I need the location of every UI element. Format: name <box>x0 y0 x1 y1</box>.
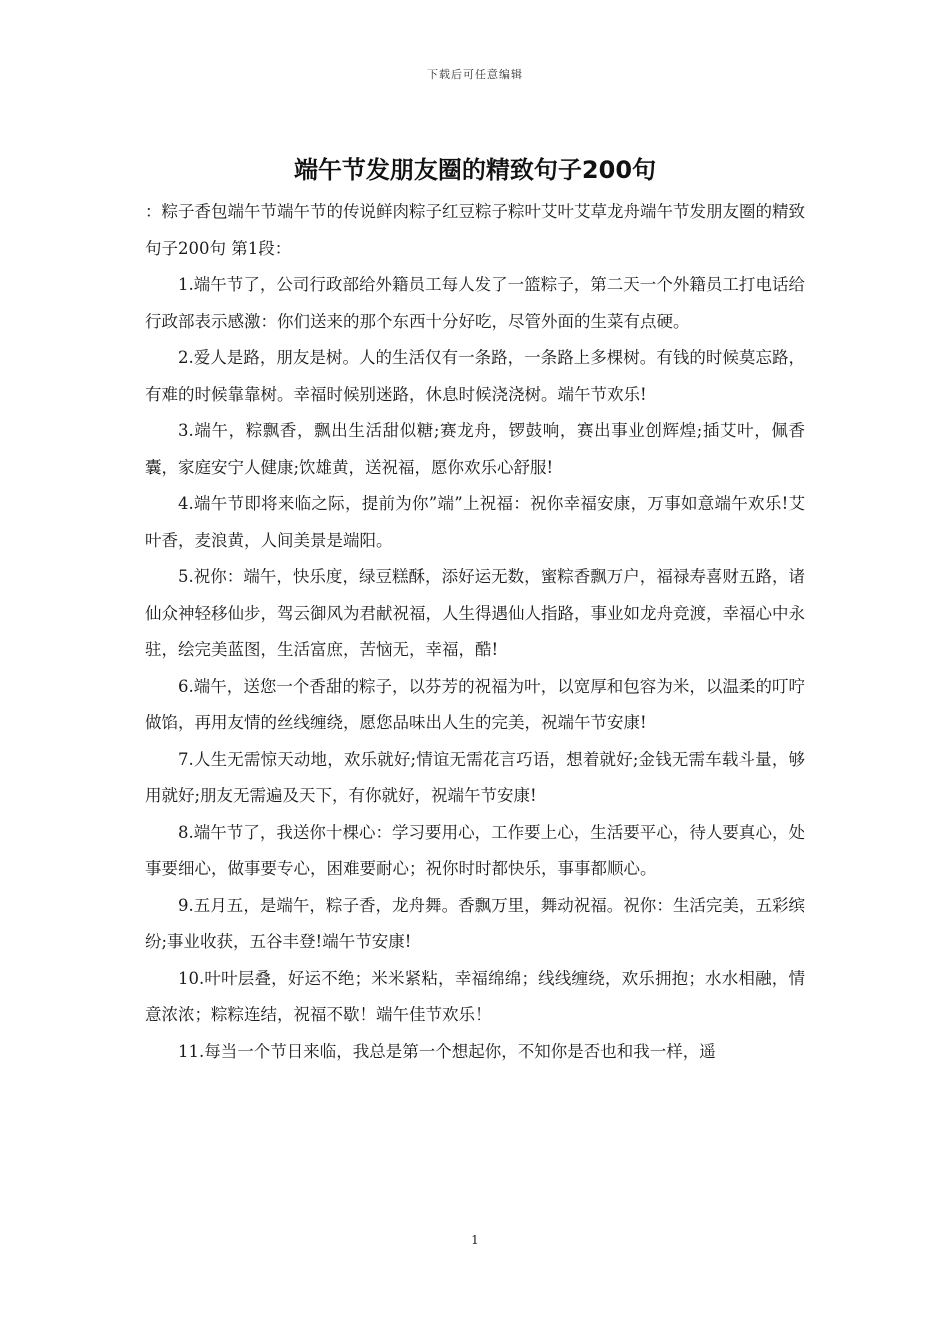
list-item: 11.每当一个节日来临，我总是第一个想起你，不知你是否也和我一样，遥 <box>178 1041 716 1061</box>
list-item: 6.端午，送您一个香甜的粽子，以芬芳的祝福为叶，以宽厚和包容为米，以温柔的叮咛做馅，再用友情的丝线缠绕，愿您品味出人生的完美，祝端午节安康! <box>145 676 805 732</box>
list-item: 3.端午，粽飘香，飘出生活甜似糖;赛龙舟，锣鼓响，赛出事业创辉煌;插艾叶，佩香囊，家庭安宁人健康;饮雄黄，送祝福，愿你欢乐心舒服! <box>145 421 805 477</box>
list-item: 10.叶叶层叠，好运不绝；米米紧粘，幸福绵绵；线线缠绕，欢乐拥抱；水水相融，情意浓浓；粽粽连结，祝福不歇！端午佳节欢乐！ <box>145 968 805 1024</box>
document-body <box>145 194 805 1070</box>
list-item: 1.端午节了，公司行政部给外籍员工每人发了一篮粽子，第二天一个外籍员工打电话给行政部表示感激：你们送来的那个东西十分好吃，尽管外面的生菜有点硬。 <box>145 275 805 331</box>
document-title: 端午节发朋友圈的精致句子200句 <box>293 156 657 184</box>
list-item: 7.人生无需惊天动地，欢乐就好;情谊无需花言巧语，想着就好;金钱无需车载斗量，够用就好;朋友无需遍及天下，有你就好，祝端午节安康! <box>145 749 805 805</box>
list-item: 5.祝你：端午，快乐度，绿豆糕酥，添好运无数，蜜粽香飘万户，福禄寿喜财五路，诸仙众神轻移仙步，驾云御风为君献祝福，人生得遇仙人指路，事业如龙舟竞渡，幸福心中永驻，绘完美蓝图，生活富庶，苦恼无，幸福，酷! <box>145 567 805 659</box>
page-number: 1 <box>471 1233 479 1247</box>
list-item: 8.端午节了，我送你十棵心：学习要用心，工作要上心，生活要平心，待人要真心，处事要细心，做事要专心，困难要耐心；祝你时时都快乐，事事都顺心。 <box>145 822 805 878</box>
list-item: 4.端午节即将来临之际，提前为你”端”上祝福：祝你幸福安康，万事如意端午欢乐!艾叶香，麦浪黄，人间美景是端阳。 <box>145 494 805 550</box>
list-item: 2.爱人是路，朋友是树。人的生活仅有一条路，一条路上多棵树。有钱的时候莫忘路，有难的时候靠靠树。幸福时候别迷路，休息时候浇浇树。端午节欢乐! <box>145 348 805 404</box>
intro-paragraph: ：粽子香包端午节端午节的传说鲜肉粽子红豆粽子粽叶艾叶艾草龙舟端午节发朋友圈的精致句子200句 第1段： <box>145 202 805 258</box>
list-item: 9.五月五，是端午，粽子香，龙舟舞。香飘万里，舞动祝福。祝你：生活完美，五彩缤纷;事业收获，五谷丰登!端午节安康! <box>145 895 805 951</box>
header-note: 下载后可任意编辑 <box>427 68 523 81</box>
